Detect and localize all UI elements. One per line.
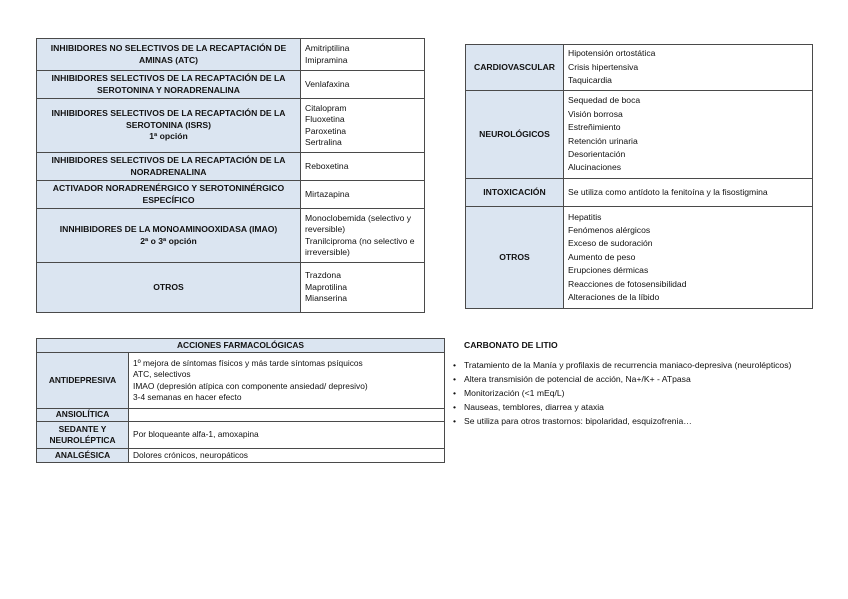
action-detail-cell [129,353,445,409]
list-item-text: Monitorización (<1 mEq/L) [464,388,565,398]
group-name: INHIBIDORES NO SELECTIVOS DE LA RECAPTACIÓN DE AMINAS (ATC) [50,43,287,65]
group-cell [37,263,301,313]
bullet-list [452,358,842,428]
drugs-cell [301,39,425,71]
section-title: CARBONATO DE LITIO [464,340,558,350]
drug-name: Mianserina [305,293,348,304]
table-header-row [37,339,445,353]
effects-cell [564,91,813,179]
drug-name: Paroxetina [305,125,347,136]
list-item [452,414,842,428]
table-row [37,39,425,71]
table-row [466,45,813,91]
list-item-text: Tratamiento de la Manía y profilaxis de recurrencia maniaco-depresiva (neurolépticos) [464,360,792,370]
drugs-cell [301,153,425,181]
bullet-icon: • [453,388,457,398]
drug-name: Reboxetina [305,160,349,171]
effect-item: Exceso de sudoración [568,238,653,249]
group-cell [37,39,301,71]
table-row [37,422,445,449]
category-label: CARDIOVASCULAR [473,61,555,72]
pharmacological-actions-table [36,338,445,463]
category-label: NEUROLÓGICOS [479,128,550,139]
action-label: ANSIOLÍTICA [55,409,110,420]
effects-cell [564,179,813,207]
action-label-cell [37,353,129,409]
antidepressant-groups-table [36,38,425,313]
group-name: ACTIVADOR NORADRENÉRGICO Y SEROTONINÉRGICO ESPECÍFICO [52,183,285,205]
category-cell [466,45,564,91]
action-label: NEUROLÉPTICA [49,435,116,445]
group-cell [37,153,301,181]
effect-item: Fenómenos alérgicos [568,224,651,235]
effect-item: Hipotensión ortostática [568,48,656,59]
group-name: INHIBIDORES SELECTIVOS DE LA RECAPTACIÓN DE LA NORADRENALINA [51,155,286,177]
category-label: OTROS [499,251,530,262]
effect-item: Alucinaciones [568,162,622,173]
drug-name: Trazdona [305,270,341,281]
drugs-cell [301,209,425,263]
table-row [37,409,445,422]
drug-name: Mirtazapina [305,188,350,199]
list-item-text: Nauseas, temblores, diarrea y ataxia [464,402,604,412]
list-item-text: Se utiliza para otros trastornos: bipolaridad, esquizofrenia… [464,416,692,426]
bullet-icon: • [453,416,457,426]
table-row [37,353,445,409]
effect-item: Se utiliza como antídoto la fenitoína y la fisostigmina [568,186,768,197]
category-cell [466,91,564,179]
drugs-cell [301,181,425,209]
effect-item: Hepatitis [568,211,602,222]
table-row [37,181,425,209]
bullet-icon: • [453,374,457,384]
table-row [466,179,813,207]
effect-item: Visión borrosa [568,108,623,119]
drugs-cell [301,263,425,313]
effect-item: Crisis hipertensiva [568,61,639,72]
action-detail-cell [129,409,445,422]
side-effects-table [465,44,813,309]
effect-item: Sequedad de boca [568,95,641,106]
action-detail: 3-4 semanas en hacer efecto [133,391,242,402]
list-item [452,372,842,386]
table-row [37,153,425,181]
effect-item: Aumento de peso [568,251,636,262]
group-name: INHIBIDORES SELECTIVOS DE LA RECAPTACIÓN DE LA SEROTONINA (ISRS) [51,108,286,130]
category-label: INTOXICACIÓN [483,186,546,197]
drug-name: Citalopram [305,102,347,113]
action-label-cell [37,409,129,422]
action-label-cell [37,449,129,463]
action-detail: ATC, selectivos [133,369,191,380]
drug-name: Monoclobemida (selectivo y reversible) [305,212,412,235]
group-cell [37,209,301,263]
drug-name: Venlafaxina [305,78,350,89]
drug-name: Amitriptilina [305,43,350,54]
drug-name: Fluoxetina [305,114,345,125]
table-row [37,209,425,263]
group-cell [37,99,301,153]
effects-cell [564,207,813,309]
table-row [37,99,425,153]
list-item [452,358,842,372]
category-cell [466,179,564,207]
action-label-cell [37,422,129,449]
drug-name: Imipramina [305,54,348,65]
list-item-text: Altera transmisión de potencial de acción, Na+/K+ - ATpasa [464,374,691,384]
bullet-icon: • [453,360,457,370]
action-detail-cell [129,449,445,463]
table-row [37,263,425,313]
drug-name: Sertralina [305,136,342,147]
drug-name: Tranilcipromа (no selectivo e irreversible) [305,235,415,257]
effects-cell [564,45,813,91]
group-note: 1ª opción [149,131,188,142]
action-label: SEDANTE Y [58,423,107,434]
action-detail: 1º mejora de síntomas físicos y más tarde síntomas psíquicos [133,358,363,369]
group-cell [37,181,301,209]
table-row [37,71,425,99]
effect-item: Desorientación [568,148,626,159]
group-name: INHIBIDORES SELECTIVOS DE LA RECAPTACIÓN DE LA SEROTONINA Y NORADRENALINA [51,73,286,95]
effect-item: Erupciones dérmicas [568,265,649,276]
group-note: 2ª o 3ª opción [140,235,197,246]
category-cell [466,207,564,309]
group-name: INNHIBIDORES DE LA MONOAMINOOXIDASA (IMAO) [59,224,278,235]
effect-item: Retención urinaria [568,135,638,146]
list-item [452,400,842,414]
action-detail: Dolores crónicos, neuropáticos [133,449,248,460]
effect-item: Alteraciones de la líbido [568,292,660,303]
table-row [466,91,813,179]
action-detail: Por bloqueante alfa-1, amoxapina [133,429,259,440]
action-detail-cell [129,422,445,449]
drugs-cell [301,71,425,99]
drugs-cell [301,99,425,153]
action-label: ANTIDEPRESIVA [48,374,117,385]
table-title: ACCIONES FARMACOLÓGICAS [37,339,445,353]
action-detail: IMAO (depresión atípica con componente ansiedad/ depresivo) [133,380,368,391]
group-name: OTROS [153,281,184,292]
effect-item: Estreñimiento [568,122,621,133]
group-cell [37,71,301,99]
table-row [466,207,813,309]
action-label: ANALGÉSICA [54,449,111,460]
list-item [452,386,842,400]
table-row [37,449,445,463]
bullet-icon: • [453,402,457,412]
effect-item: Reacciones de fotosensibilidad [568,278,687,289]
effect-item: Taquicardia [568,75,612,86]
drug-name: Maprotilina [305,281,348,292]
litio-section [452,338,842,428]
